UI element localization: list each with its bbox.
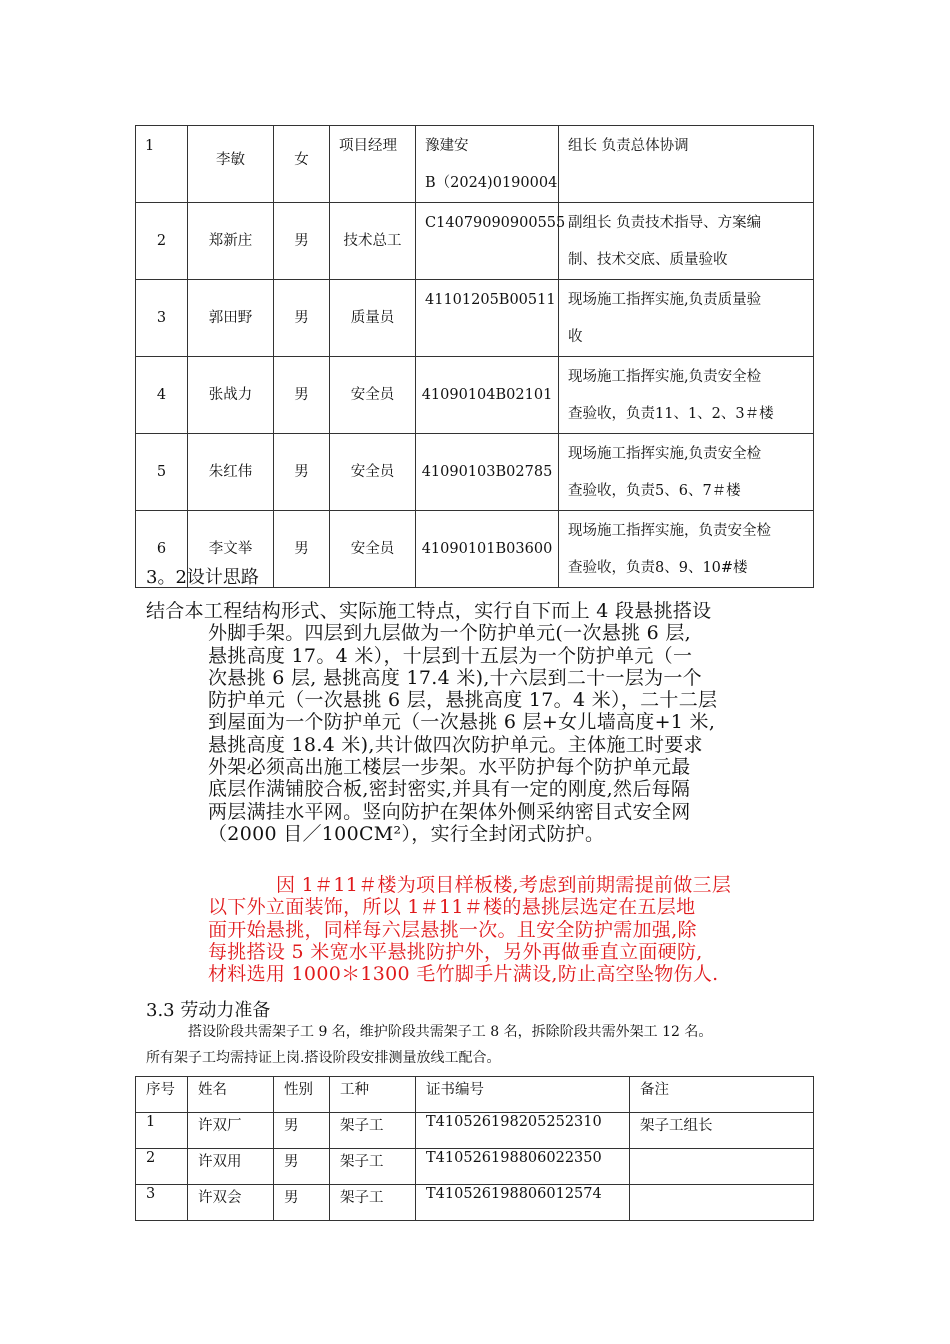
duty-line: 现场施工指挥实施,负责质量验	[568, 292, 762, 308]
note-line: 因 1＃11＃楼为项目样板楼,考虑到前期需提前做三层	[276, 874, 732, 896]
note-line: 面开始悬挑，同样每六层悬挑一次。且安全防护需加强,除	[208, 918, 697, 941]
person-role: 安全员	[330, 434, 416, 511]
table-row	[136, 126, 814, 203]
table-row	[136, 1185, 814, 1221]
duty	[559, 126, 814, 203]
duty-line: 副组长 负责技术指导、方案编	[568, 215, 762, 231]
table-row	[136, 357, 814, 434]
cert-number	[416, 126, 559, 203]
duty-line: 现场施工指挥实施,负责安全检	[568, 446, 762, 462]
table-row	[136, 1149, 814, 1185]
row-number: 2	[136, 203, 188, 280]
table-row	[136, 1113, 814, 1149]
table-cell: 架子工	[330, 1185, 416, 1221]
column-header: 备注	[630, 1077, 814, 1113]
row-number: 4	[136, 357, 188, 434]
table-cell: 男	[274, 1113, 330, 1149]
duty-line: 现场施工指挥实施,负责安全检	[568, 369, 762, 385]
paragraph-line: 悬挑高度 17。4 米），十层到十五层为一个防护单元（一	[208, 644, 693, 667]
paragraph-line: 次悬挑 6 层, 悬挑高度 17.4 米),十六层到二十一层为一个	[208, 666, 702, 689]
person-role: 安全员	[330, 357, 416, 434]
paragraph-line: 到屋面为一个防护单元（一次悬挑 6 层+女儿墙高度+1 米,	[208, 711, 716, 734]
row-number: 3	[136, 280, 188, 357]
highlighted-note	[146, 874, 826, 985]
paragraph-line: 防护单元（一次悬挑 6 层，悬挑高度 17。4 米），二十二层	[208, 689, 718, 712]
row-number: 1	[136, 126, 188, 203]
table-cell: 男	[274, 1185, 330, 1221]
paragraph-line: 外脚手架。四层到九层做为一个防护单元(一次悬挑 6 层,	[208, 622, 692, 645]
column-header: 工种	[330, 1077, 416, 1113]
person-gender: 男	[274, 511, 330, 588]
table-cell	[630, 1149, 814, 1185]
person-name: 郭田野	[188, 280, 274, 357]
note-line: 每挑搭设 5 米宽水平悬挑防护外，另外再做垂直立面硬防,	[208, 940, 703, 963]
person-name: 张战力	[188, 357, 274, 434]
cert-line: B（2024)0190004	[425, 175, 558, 191]
table-row	[136, 280, 814, 357]
labor-table	[135, 1076, 814, 1221]
table-cell: 许双会	[188, 1185, 274, 1221]
labor-description-line: 所有架子工均需持证上岗.搭设阶段安排测量放线工配合。	[146, 1050, 501, 1066]
cert-number: 41090104B02101	[416, 357, 559, 434]
cert-number: 41090101B03600	[416, 511, 559, 588]
table-row	[136, 203, 814, 280]
column-header: 证书编号	[416, 1077, 630, 1113]
section-heading-design: 3。2设计思路	[146, 567, 259, 588]
table-cell	[630, 1185, 814, 1221]
table-cell: 许双厂	[188, 1113, 274, 1149]
table-cell: 2	[136, 1149, 188, 1185]
management-personnel-table	[135, 125, 814, 588]
duty	[559, 280, 814, 357]
labor-description-line: 搭设阶段共需架子工 9 名，维护阶段共需架子工 8 名，拆除阶段共需外架工 12 名。	[188, 1024, 713, 1040]
duty-line: 查验收，负责8、9、10#楼	[568, 560, 748, 576]
duty-line: 收	[568, 329, 583, 345]
person-name: 郑新庄	[188, 203, 274, 280]
table-cell: 许双用	[188, 1149, 274, 1185]
section-heading-labor: 3.3 劳动力准备	[146, 1000, 271, 1021]
column-header: 性别	[274, 1077, 330, 1113]
person-name: 朱红伟	[188, 434, 274, 511]
paragraph-line: 外架必须高出施工楼层一步架。水平防护每个防护单元最	[208, 756, 691, 779]
table-cell: 架子工	[330, 1113, 416, 1149]
paragraph-line: 底层作满铺胶合板,密封密实,并具有一定的刚度,然后每隔	[208, 778, 691, 801]
table-header-row	[136, 1077, 814, 1113]
paragraph-line: 结合本工程结构形式、实际施工特点，实行自下而上 4 段悬挑搭设	[146, 600, 712, 622]
person-role: 质量员	[330, 280, 416, 357]
design-paragraph	[146, 600, 826, 845]
person-gender: 女	[274, 126, 330, 203]
row-number: 5	[136, 434, 188, 511]
row-number: 6	[136, 511, 188, 588]
person-gender: 男	[274, 280, 330, 357]
cert-line: 豫建安	[425, 138, 469, 154]
person-role: 安全员	[330, 511, 416, 588]
duty-line: 查验收，负责11、1、2、3＃楼	[568, 406, 774, 422]
table-cell: 1	[136, 1113, 188, 1149]
duty	[559, 357, 814, 434]
paragraph-line: 悬挑高度 18.4 米),共计做四次防护单元。主体施工时要求	[208, 733, 703, 756]
person-gender: 男	[274, 203, 330, 280]
paragraph-line: 两层满挂水平网。竖向防护在架体外侧采纳密目式安全网	[208, 800, 691, 823]
duty	[559, 434, 814, 511]
duty-line: 制、技术交底、质量验收	[568, 252, 728, 268]
person-name: 李敏	[188, 126, 274, 203]
duty	[559, 203, 814, 280]
column-header: 序号	[136, 1077, 188, 1113]
person-role: 技术总工	[330, 203, 416, 280]
person-role: 项目经理	[330, 126, 416, 203]
cert-number: 41090103B02785	[416, 434, 559, 511]
cert-number: 41101205B00511	[416, 280, 559, 357]
table-cell: T410526198806022350	[416, 1149, 630, 1185]
table-cell: 架子工组长	[630, 1113, 814, 1149]
table-cell: 3	[136, 1185, 188, 1221]
person-gender: 男	[274, 357, 330, 434]
cert-number: C14079090900555	[416, 203, 559, 280]
duty-line: 查验收，负责5、6、7＃楼	[568, 483, 741, 499]
table-cell: T410526198806012574	[416, 1185, 630, 1221]
table-row	[136, 434, 814, 511]
person-name: 李文举	[188, 511, 274, 588]
note-line: 以下外立面装饰，所以 1＃11＃楼的悬挑层选定在五层地	[208, 896, 696, 919]
note-line: 材料选用 1000＊1300 毛竹脚手片满设,防止高空坠物伤人.	[208, 963, 719, 986]
table-cell: T410526198205252310	[416, 1113, 630, 1149]
paragraph-line: （2000 目／100CM²），实行全封闭式防护。	[208, 822, 605, 845]
person-gender: 男	[274, 434, 330, 511]
duty-line: 组长 负责总体协调	[568, 138, 689, 154]
duty	[559, 511, 814, 588]
column-header: 姓名	[188, 1077, 274, 1113]
table-cell: 架子工	[330, 1149, 416, 1185]
table-cell: 男	[274, 1149, 330, 1185]
duty-line: 现场施工指挥实施，负责安全检	[568, 523, 771, 539]
